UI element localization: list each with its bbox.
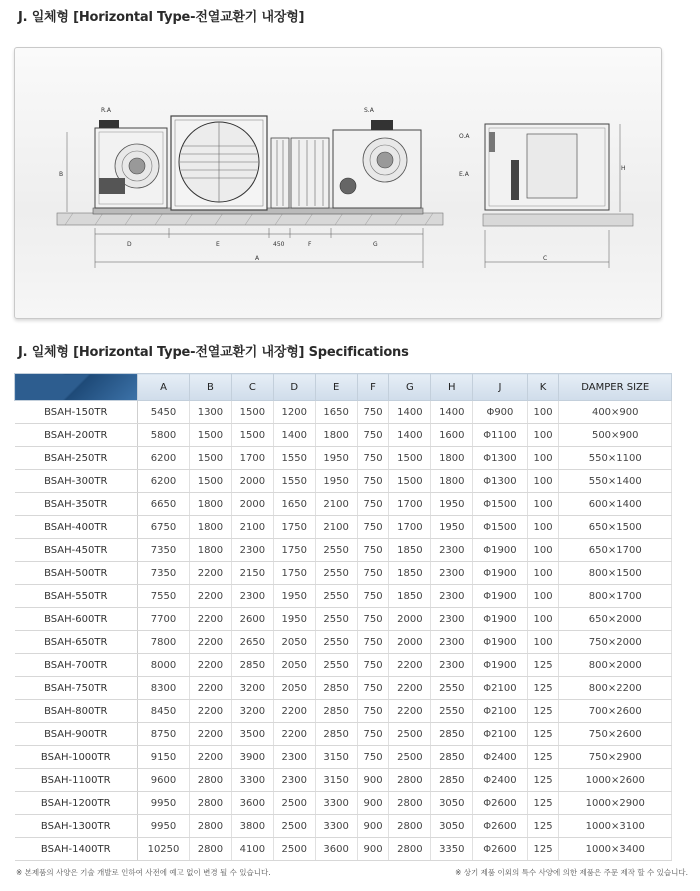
spec-cell: 3200 [231,677,273,700]
table-row [15,470,672,493]
model-cell: BSAH-400TR [15,516,138,539]
spec-cell: 3500 [231,723,273,746]
spec-cell: Φ2600 [473,815,527,838]
spec-cell: 2200 [189,677,231,700]
header-a: A [138,374,190,401]
spec-cell: 2800 [389,769,431,792]
spec-cell: 125 [527,654,559,677]
model-cell: BSAH-450TR [15,539,138,562]
spec-cell: 700×2600 [559,700,672,723]
spec-cell: 800×2200 [559,677,672,700]
spec-cell: 100 [527,608,559,631]
spec-table-body [15,401,672,861]
table-row [15,516,672,539]
spec-cell: 2800 [389,815,431,838]
spec-cell: 125 [527,769,559,792]
spec-cell: 750 [357,723,389,746]
spec-cell: 1800 [189,516,231,539]
spec-cell: 3350 [431,838,473,861]
table-row [15,585,672,608]
spec-cell: 1950 [431,516,473,539]
spec-cell: Φ2600 [473,838,527,861]
spec-cell: 1950 [431,493,473,516]
spec-cell: 2500 [273,815,315,838]
spec-cell: 2550 [315,631,357,654]
spec-cell: Φ1100 [473,424,527,447]
spec-cell: 2050 [273,631,315,654]
spec-cell: 1800 [189,493,231,516]
spec-cell: 2050 [273,654,315,677]
table-row [15,769,672,792]
spec-cell: 2800 [389,792,431,815]
model-cell: BSAH-700TR [15,654,138,677]
spec-cell: 125 [527,792,559,815]
spec-cell: 3300 [231,769,273,792]
spec-cell: 750 [357,608,389,631]
table-row [15,447,672,470]
dim-f-label: F [308,241,312,248]
spec-cell: 1950 [273,608,315,631]
model-cell: BSAH-350TR [15,493,138,516]
spec-cell: 1950 [315,470,357,493]
spec-cell: 2850 [431,746,473,769]
spec-cell: 4100 [231,838,273,861]
spec-cell: 125 [527,838,559,861]
spec-cell: 750 [357,424,389,447]
spec-cell: 2150 [231,562,273,585]
spec-cell: 1550 [273,470,315,493]
spec-cell: 750 [357,493,389,516]
spec-cell: 2100 [315,493,357,516]
table-row [15,723,672,746]
spec-cell: Φ2400 [473,769,527,792]
spec-cell: 1800 [431,470,473,493]
spec-cell: 10250 [138,838,190,861]
spec-cell: 3200 [231,700,273,723]
header-g: G [389,374,431,401]
spec-cell: 2600 [231,608,273,631]
table-row [15,401,672,424]
spec-cell: 600×1400 [559,493,672,516]
spec-cell: 100 [527,562,559,585]
spec-cell: 750 [357,746,389,769]
spec-cell: 2300 [273,746,315,769]
table-row [15,493,672,516]
spec-cell: 7700 [138,608,190,631]
spec-cell: 100 [527,493,559,516]
spec-cell: 2300 [431,654,473,677]
spec-cell: 750 [357,539,389,562]
table-row [15,815,672,838]
spec-cell: 5450 [138,401,190,424]
spec-cell: 800×2000 [559,654,672,677]
header-damper-size: DAMPER SIZE [559,374,672,401]
header-c: C [231,374,273,401]
spec-cell: 9600 [138,769,190,792]
model-cell: BSAH-250TR [15,447,138,470]
spec-cell: 2200 [189,700,231,723]
header-h: H [431,374,473,401]
spec-cell: 2200 [273,700,315,723]
spec-cell: Φ2100 [473,700,527,723]
spec-cell: 750 [357,447,389,470]
spec-cell: 1700 [231,447,273,470]
table-row [15,746,672,769]
spec-cell: 2300 [431,631,473,654]
spec-cell: 9950 [138,815,190,838]
table-row [15,562,672,585]
spec-cell: 2850 [315,677,357,700]
spec-cell: 2200 [189,585,231,608]
spec-cell: 1850 [389,585,431,608]
model-cell: BSAH-1100TR [15,769,138,792]
ea-label: E.A [459,171,469,178]
dim-450-label: 450 [273,241,285,248]
spec-cell: 100 [527,447,559,470]
spec-cell: 100 [527,631,559,654]
spec-cell: 2200 [189,631,231,654]
spec-cell: 750 [357,401,389,424]
spec-cell: 750 [357,562,389,585]
spec-cell: 2000 [389,608,431,631]
spec-cell: 125 [527,677,559,700]
model-cell: BSAH-1300TR [15,815,138,838]
table-row [15,677,672,700]
spec-cell: 650×2000 [559,608,672,631]
spec-cell: Φ1300 [473,470,527,493]
spec-cell: 1650 [315,401,357,424]
spec-cell: 1000×2600 [559,769,672,792]
spec-cell: 400×900 [559,401,672,424]
spec-cell: Φ1500 [473,493,527,516]
spec-cell: 1500 [389,470,431,493]
spec-cell: 2550 [431,677,473,700]
spec-cell: 2200 [389,700,431,723]
table-row [15,608,672,631]
spec-cell: 1500 [231,401,273,424]
spec-cell: Φ1300 [473,447,527,470]
spec-cell: 125 [527,815,559,838]
spec-cell: 800×1700 [559,585,672,608]
model-cell: BSAH-900TR [15,723,138,746]
spec-cell: 6200 [138,447,190,470]
header-j: J [473,374,527,401]
spec-cell: 2500 [273,838,315,861]
spec-cell: 2300 [431,539,473,562]
spec-cell: 750×2000 [559,631,672,654]
spec-cell: 2850 [431,723,473,746]
model-cell: BSAH-550TR [15,585,138,608]
spec-cell: 2500 [389,746,431,769]
table-row [15,654,672,677]
spec-cell: 750 [357,700,389,723]
spec-cell: 1750 [273,562,315,585]
spec-cell: Φ2400 [473,746,527,769]
spec-cell: 3150 [315,769,357,792]
spec-cell: 2300 [431,608,473,631]
dim-b-label: B [59,171,64,178]
model-cell: BSAH-650TR [15,631,138,654]
spec-cell: 1700 [389,493,431,516]
spec-cell: 650×1700 [559,539,672,562]
dim-e-label: E [216,241,220,248]
spec-cell: 1500 [189,447,231,470]
table-row [15,792,672,815]
header-d: D [273,374,315,401]
spec-cell: 100 [527,401,559,424]
spec-cell: 1950 [315,447,357,470]
spec-cell: 800×1500 [559,562,672,585]
spec-cell: 9950 [138,792,190,815]
spec-cell: Φ900 [473,401,527,424]
spec-cell: 5800 [138,424,190,447]
spec-cell: 2000 [231,470,273,493]
spec-cell: 2000 [389,631,431,654]
spec-cell: 8450 [138,700,190,723]
spec-cell: 1800 [315,424,357,447]
table-row [15,838,672,861]
model-cell: BSAH-1200TR [15,792,138,815]
dim-g-label: G [373,241,378,248]
spec-cell: 1000×3100 [559,815,672,838]
spec-cell: 2850 [315,723,357,746]
unit-drawing [14,47,662,319]
spec-cell: 100 [527,516,559,539]
spec-cell: 1400 [389,424,431,447]
spec-cell: 3050 [431,815,473,838]
spec-cell: 750 [357,631,389,654]
spec-cell: 550×1100 [559,447,672,470]
spec-cell: 1500 [189,424,231,447]
model-cell: BSAH-500TR [15,562,138,585]
spec-cell: 3300 [315,815,357,838]
spec-cell: Φ2100 [473,723,527,746]
spec-cell: 2200 [389,677,431,700]
header-b: B [189,374,231,401]
spec-cell: 2550 [315,654,357,677]
spec-cell: 1400 [273,424,315,447]
spec-cell: 900 [357,838,389,861]
table-row [15,539,672,562]
spec-cell: 2800 [189,769,231,792]
sa-label: S.A [364,107,374,114]
spec-cell: 2200 [189,654,231,677]
spec-cell: 3050 [431,792,473,815]
spec-cell: 1000×2900 [559,792,672,815]
model-cell: BSAH-300TR [15,470,138,493]
spec-cell: 1500 [231,424,273,447]
spec-cell: 1850 [389,562,431,585]
spec-cell: 100 [527,470,559,493]
spec-cell: 8750 [138,723,190,746]
spec-cell: Φ1900 [473,585,527,608]
spec-cell: 2550 [315,608,357,631]
spec-cell: 2100 [315,516,357,539]
spec-cell: 3600 [231,792,273,815]
spec-cell: Φ2600 [473,792,527,815]
header-corner [15,374,138,401]
spec-cell: 2800 [189,838,231,861]
spec-cell: 125 [527,700,559,723]
ra-label: R.A [101,107,111,114]
spec-cell: 1550 [273,447,315,470]
spec-cell: 900 [357,815,389,838]
spec-cell: 900 [357,792,389,815]
spec-cell: 2300 [273,769,315,792]
spec-cell: 2100 [231,516,273,539]
spec-cell: 3150 [315,746,357,769]
spec-cell: 6650 [138,493,190,516]
spec-title: J. 일체형 [Horizontal Type-전열교환기 내장형] Specifications [18,345,409,360]
spec-cell: 1000×3400 [559,838,672,861]
spec-cell: 1200 [273,401,315,424]
spec-cell: 1500 [189,470,231,493]
unit-drawing-svg [15,48,661,318]
model-cell: BSAH-600TR [15,608,138,631]
spec-cell: 2500 [389,723,431,746]
spec-cell: 1400 [389,401,431,424]
spec-cell: 2550 [315,539,357,562]
model-cell: BSAH-800TR [15,700,138,723]
spec-cell: 750 [357,516,389,539]
spec-cell: 2050 [273,677,315,700]
spec-cell: 2800 [189,815,231,838]
spec-cell: 1950 [273,585,315,608]
spec-cell: 750 [357,654,389,677]
spec-cell: 2650 [231,631,273,654]
spec-table [14,373,672,861]
spec-cell: 1750 [273,516,315,539]
spec-cell: 2850 [231,654,273,677]
model-cell: BSAH-1000TR [15,746,138,769]
spec-cell: 1700 [389,516,431,539]
footnote-right: ※ 상기 제품 이외의 특수 사양에 의한 제품은 주문 제작 할 수 있습니다. [455,868,688,877]
spec-cell: 1600 [431,424,473,447]
footnote-left: ※ 본제품의 사양은 기술 개발로 인하여 사전에 예고 없이 변경 될 수 있습니다. [16,868,271,877]
spec-header-row [15,374,672,401]
spec-cell: 2500 [273,792,315,815]
table-row [15,700,672,723]
spec-cell: 1800 [431,447,473,470]
spec-cell: 9150 [138,746,190,769]
spec-cell: 2800 [189,792,231,815]
spec-cell: 2200 [189,562,231,585]
spec-cell: 1650 [273,493,315,516]
spec-cell: 2300 [431,562,473,585]
spec-cell: 750 [357,677,389,700]
spec-cell: 8300 [138,677,190,700]
header-e: E [315,374,357,401]
spec-cell: 1850 [389,539,431,562]
spec-cell: 100 [527,585,559,608]
dim-h-label: H [621,165,626,172]
spec-cell: 2200 [189,746,231,769]
table-row [15,424,672,447]
spec-cell: 2200 [189,723,231,746]
spec-cell: 750×2900 [559,746,672,769]
spec-cell: Φ1500 [473,516,527,539]
spec-cell: 2550 [315,585,357,608]
header-f: F [357,374,389,401]
section-title: J. 일체형 [Horizontal Type-전열교환기 내장형] [18,10,305,25]
spec-cell: Φ1900 [473,654,527,677]
spec-cell: 8000 [138,654,190,677]
spec-cell: 750×2600 [559,723,672,746]
spec-cell: 3900 [231,746,273,769]
spec-cell: Φ1900 [473,539,527,562]
spec-cell: 1800 [189,539,231,562]
spec-cell: Φ1900 [473,631,527,654]
spec-cell: 2800 [389,838,431,861]
spec-cell: 1500 [389,447,431,470]
oa-label: O.A [459,133,470,140]
spec-cell: 550×1400 [559,470,672,493]
spec-cell: 7550 [138,585,190,608]
spec-cell: 6200 [138,470,190,493]
spec-cell: 7800 [138,631,190,654]
spec-cell: 900 [357,769,389,792]
spec-cell: 750 [357,470,389,493]
spec-cell: 2200 [389,654,431,677]
spec-cell: 2550 [315,562,357,585]
spec-cell: 2550 [431,700,473,723]
header-k: K [527,374,559,401]
spec-cell: 100 [527,424,559,447]
spec-cell: 2300 [231,539,273,562]
spec-cell: 7350 [138,562,190,585]
spec-cell: Φ1900 [473,562,527,585]
model-cell: BSAH-750TR [15,677,138,700]
spec-cell: 6750 [138,516,190,539]
model-cell: BSAH-1400TR [15,838,138,861]
spec-cell: 7350 [138,539,190,562]
spec-cell: 3600 [315,838,357,861]
spec-cell: 2850 [315,700,357,723]
spec-cell: 3800 [231,815,273,838]
spec-cell: 125 [527,746,559,769]
dim-d-label: D [127,241,132,248]
table-row [15,631,672,654]
spec-cell: 2200 [189,608,231,631]
model-cell: BSAH-150TR [15,401,138,424]
dim-c-label: C [543,255,548,262]
model-cell: BSAH-200TR [15,424,138,447]
dim-a-label: A [255,255,260,262]
spec-cell: 750 [357,585,389,608]
spec-cell: Φ1900 [473,608,527,631]
spec-cell: 2300 [431,585,473,608]
spec-cell: 650×1500 [559,516,672,539]
spec-cell: 2000 [231,493,273,516]
spec-cell: 2850 [431,769,473,792]
spec-cell: 3300 [315,792,357,815]
spec-cell: 100 [527,539,559,562]
spec-cell: 125 [527,723,559,746]
spec-cell: 2200 [273,723,315,746]
spec-cell: 2300 [231,585,273,608]
spec-cell: Φ2100 [473,677,527,700]
spec-cell: 500×900 [559,424,672,447]
spec-cell: 1400 [431,401,473,424]
spec-cell: 1750 [273,539,315,562]
spec-cell: 1300 [189,401,231,424]
